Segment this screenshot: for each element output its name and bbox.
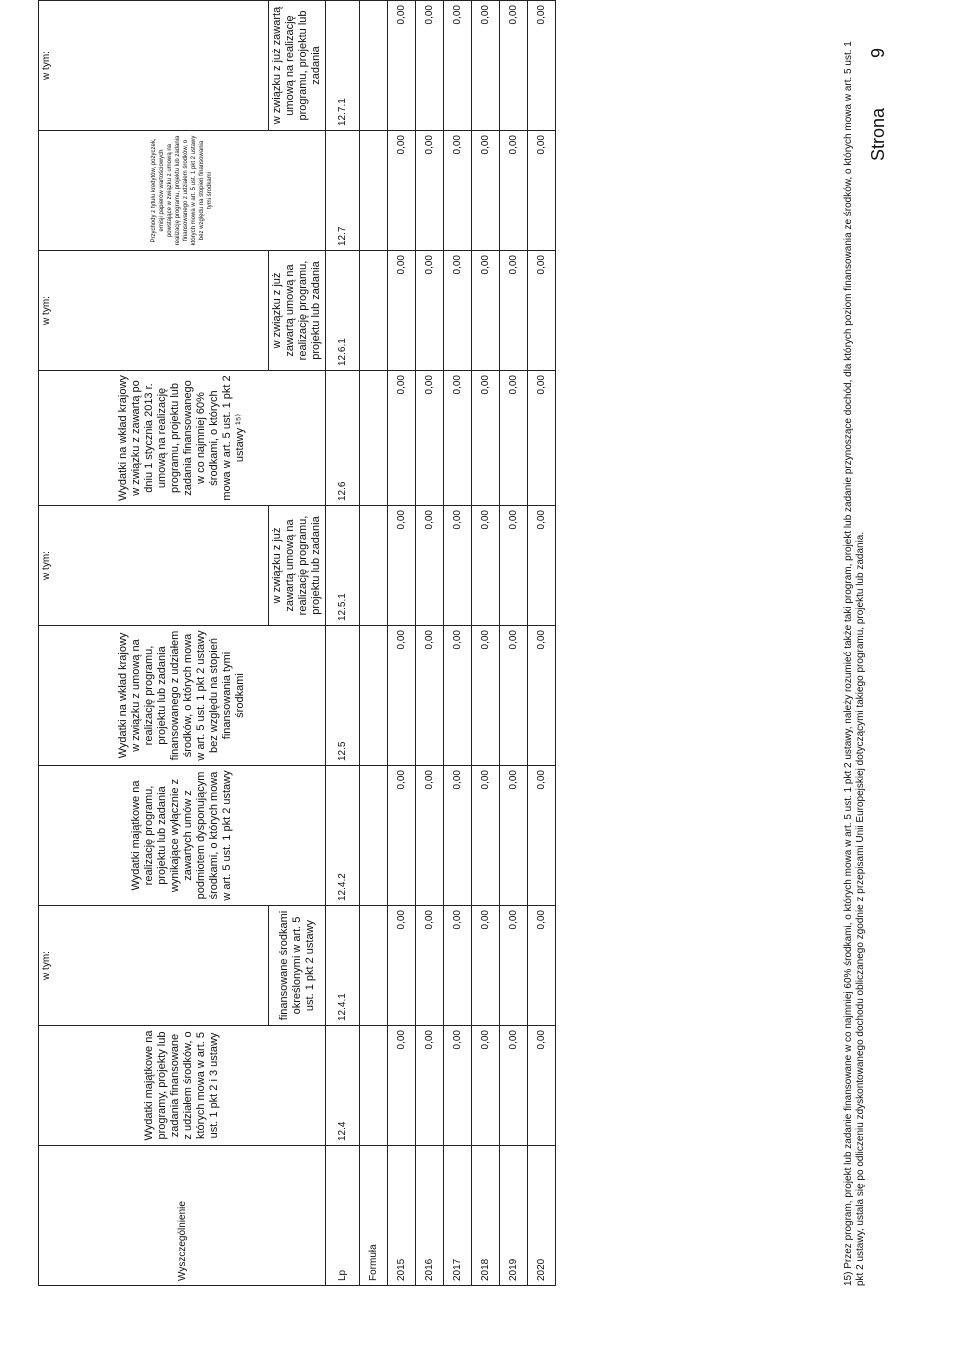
wtym-12-4-1: w tym: (39, 906, 269, 1026)
code-cell: 12.5 (326, 626, 360, 766)
value-cell: 0,00 (500, 626, 528, 766)
value-cell: 0,00 (528, 131, 556, 251)
table-row (472, 1, 500, 1286)
value-cell: 0,00 (472, 506, 500, 626)
value-cell: 0,00 (500, 371, 528, 506)
header-12-4-1: finansowane środkami określonymi w art. 5 ust. 1 pkt 2 ustawy (269, 906, 326, 1026)
financial-table (38, 0, 556, 1286)
value-cell: 0,00 (416, 506, 444, 626)
value-cell: 0,00 (528, 626, 556, 766)
value-cell: 0,00 (500, 906, 528, 1026)
value-cell: 0,00 (472, 906, 500, 1026)
value-cell: 0,00 (416, 626, 444, 766)
value-cell: 0,00 (500, 766, 528, 906)
wtym-12-6-1: w tym: (39, 251, 269, 371)
value-cell: 0,00 (388, 1026, 416, 1146)
value-cell: 0,00 (388, 131, 416, 251)
value-cell: 0,00 (444, 1026, 472, 1146)
page-number-value: 9 (868, 47, 888, 58)
table-row (500, 1, 528, 1286)
value-cell: 0,00 (444, 766, 472, 906)
table-row (528, 1, 556, 1286)
value-cell: 0,00 (416, 906, 444, 1026)
value-cell: 0,00 (388, 626, 416, 766)
value-cell: 0,00 (528, 766, 556, 906)
year-cell: 2016 (416, 1146, 444, 1286)
year-cell: 2019 (500, 1146, 528, 1286)
formula-label: Formuła (360, 1146, 388, 1286)
code-cell: 12.4 (326, 1026, 360, 1146)
value-cell: 0,00 (388, 906, 416, 1026)
header-row (39, 1, 269, 1286)
value-cell: 0,00 (444, 506, 472, 626)
value-cell: 0,00 (388, 1, 416, 131)
value-cell: 0,00 (472, 251, 500, 371)
value-cell: 0,00 (388, 251, 416, 371)
value-cell: 0,00 (472, 131, 500, 251)
header-12-7: Przychody z tytułu kredytów, pożyczek, emisji papierów wartościowych powstające w związku z umową na realizację programu, projektu lub zadania finansowanego z udziałem środków, o których mowa w art. 5 ust. 1 pkt 2 ustawy bez względu na stopień finansowania tymi środkami (39, 131, 326, 251)
footnote: 15) Przez program, projekt lub zadanie finansowane w co najmniej 60% środkami, o których mowa w art. 5 ust. 1 pkt 2 ustawy, należy rozumieć także taki program, projekt lub zadanie przynoszące dochód, dla których poziom finansowania ze środków, o których mowa w art. 5 ust. 1 pkt 2 ustawy, ustala się po odliczeniu zdyskontowanego dochodu obliczanego zgodnie z przepisami Unii Europejskiej dotyczącymi takiego programu, projektu lub zadania. (843, 41, 866, 1286)
value-cell: 0,00 (416, 251, 444, 371)
value-cell: 0,00 (444, 131, 472, 251)
value-cell: 0,00 (472, 1, 500, 131)
value-cell: 0,00 (444, 626, 472, 766)
header-12-6: Wydatki na wkład krajowy w związku z zawartą po dniu 1 stycznia 2013 r. umową na realizację programu, projektu lub zadania finansowanego w co najmniej 60% środkami, o których mowa w art. 5 ust. 1 pkt 2 ustawy ¹⁵⁾ (39, 371, 326, 506)
value-cell: 0,00 (528, 906, 556, 1026)
value-cell: 0,00 (528, 1026, 556, 1146)
page-number (868, 48, 889, 161)
value-cell: 0,00 (528, 506, 556, 626)
lp-row (326, 1, 360, 1286)
value-cell: 0,00 (500, 1, 528, 131)
value-cell: 0,00 (388, 506, 416, 626)
value-cell: 0,00 (416, 766, 444, 906)
header-12-4: Wydatki majątkowe na programy, projekty lub zadania finansowane z udziałem środków, o których mowa w art. 5 ust. 1 pkt 2 i 3 ustawy (39, 1026, 326, 1146)
value-cell: 0,00 (444, 1, 472, 131)
header-12-7-1: w związku z już zawartą umową na realizację programu, projektu lub zadania (269, 1, 326, 131)
wtym-12-7-1: w tym: (39, 1, 269, 131)
code-cell: 12.4.1 (326, 906, 360, 1026)
value-cell: 0,00 (444, 906, 472, 1026)
code-cell: 12.7.1 (326, 1, 360, 131)
code-cell: 12.7 (326, 131, 360, 251)
year-cell: 2018 (472, 1146, 500, 1286)
header-12-4-2: Wydatki majątkowe na realizację programu, projektu lub zadania wynikające wyłącznie z zawartych umów z podmiotem dysponującym środkami, o których mowa w art. 5 ust. 1 pkt 2 ustawy (39, 766, 326, 906)
value-cell: 0,00 (500, 131, 528, 251)
lp-label: Lp (326, 1146, 360, 1286)
table-row (444, 1, 472, 1286)
page-label: Strona (868, 107, 888, 161)
corner-label: Wyszczególnienie (39, 1146, 326, 1286)
value-cell: 0,00 (500, 251, 528, 371)
table-row (388, 1, 416, 1286)
code-cell: 12.4.2 (326, 766, 360, 906)
value-cell: 0,00 (388, 766, 416, 906)
value-cell: 0,00 (388, 371, 416, 506)
value-cell: 0,00 (444, 371, 472, 506)
code-cell: 12.5.1 (326, 506, 360, 626)
header-12-5-1: w związku z już zawartą umową na realizację programu, projektu lub zadania (269, 506, 326, 626)
year-cell: 2015 (388, 1146, 416, 1286)
value-cell: 0,00 (528, 1, 556, 131)
table-row (416, 1, 444, 1286)
value-cell: 0,00 (416, 1, 444, 131)
year-cell: 2020 (528, 1146, 556, 1286)
value-cell: 0,00 (472, 766, 500, 906)
value-cell: 0,00 (472, 371, 500, 506)
year-cell: 2017 (444, 1146, 472, 1286)
code-cell: 12.6 (326, 371, 360, 506)
value-cell: 0,00 (416, 371, 444, 506)
value-cell: 0,00 (500, 1026, 528, 1146)
value-cell: 0,00 (416, 131, 444, 251)
value-cell: 0,00 (500, 506, 528, 626)
header-12-6-1: w związku z już zawartą umową na realizację programu, projektu lub zadania (269, 251, 326, 371)
code-cell: 12.6.1 (326, 251, 360, 371)
value-cell: 0,00 (472, 1026, 500, 1146)
formula-row (360, 1, 388, 1286)
value-cell: 0,00 (528, 251, 556, 371)
value-cell: 0,00 (472, 626, 500, 766)
value-cell: 0,00 (444, 251, 472, 371)
value-cell: 0,00 (416, 1026, 444, 1146)
value-cell: 0,00 (528, 371, 556, 506)
wtym-12-5-1: w tym: (39, 506, 269, 626)
header-12-5: Wydatki na wkład krajowy w związku z umową na realizację programu, projektu lub zadania finansowanego z udziałem środków, o których mowa w art. 5 ust. 1 pkt 2 ustawy bez względu na stopień finansowania tymi środkami (39, 626, 326, 766)
